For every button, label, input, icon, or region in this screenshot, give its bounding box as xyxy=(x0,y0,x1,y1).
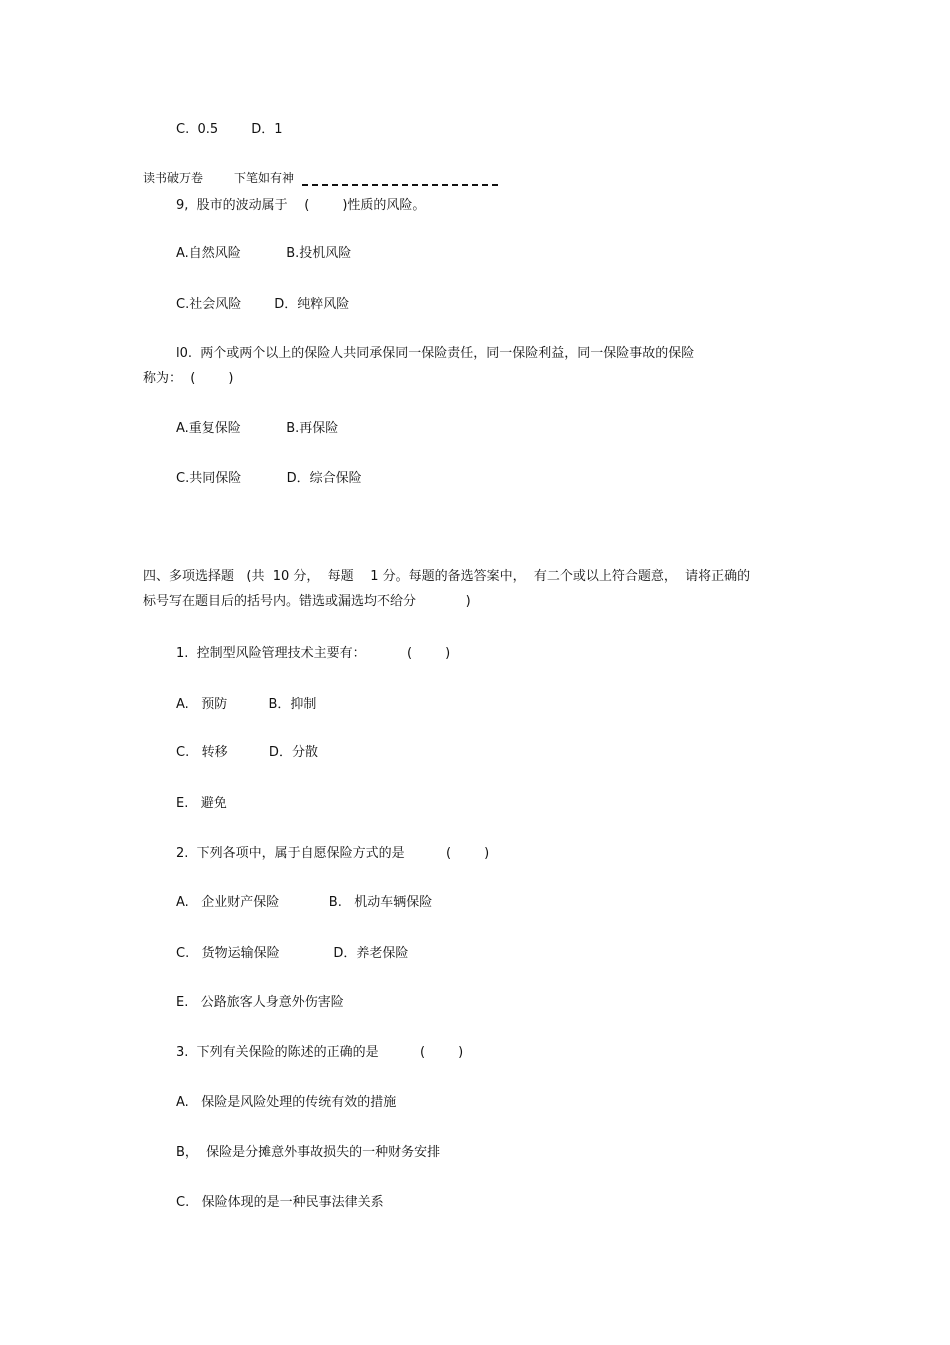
watermark-left: 读书破万卷 xyxy=(143,171,204,185)
mc-question-3-option-c: C. 保险体现的是一种民事法律关系 xyxy=(176,1195,384,1210)
question-10-options-ab: A.重复保险 B.再保险 xyxy=(176,421,339,436)
mc-question-1: 1. 控制型风险管理技术主要有： ( ) xyxy=(176,646,451,661)
question-9: 9, 股市的波动属于 ( )性质的风险。 xyxy=(176,198,426,213)
mc-question-1-options-ab: A. 预防 B．抑制 xyxy=(176,697,317,712)
top-options-line: C. 0.5 D．1 xyxy=(176,122,283,137)
mc-question-2-options-cd: C. 货物运输保险 D．养老保险 xyxy=(176,946,409,961)
mc-question-2: 2. 下列各项中，属于自愿保险方式的是 ( ) xyxy=(176,846,490,861)
question-10-line2: 称为： ( ) xyxy=(143,371,234,386)
mc-question-1-option-e: E. 避免 xyxy=(176,796,227,811)
mc-question-3-option-b: B， 保险是分摊意外事故损失的一种财务安排 xyxy=(176,1145,441,1160)
mc-question-2-option-e: E. 公路旅客人身意外伤害险 xyxy=(176,995,344,1010)
question-9-options-cd: C.社会风险 D．纯粹风险 xyxy=(176,297,350,312)
mc-question-2-options-ab: A. 企业财产保险 B. 机动车辆保险 xyxy=(176,895,433,910)
question-10-line1: l0. 两个或两个以上的保险人共同承保同一保险责任，同一保险利益，同一保险事故的保险 xyxy=(176,346,695,361)
watermark-right: 下笔如有神 xyxy=(234,171,295,185)
question-10-options-cd: C.共同保险 D．综合保险 xyxy=(176,471,362,486)
section4-header-line1: 四、多项选择题 (共 10 分， 每题 1 分。每题的备选答案中， 有二个或以上符合题意， 请将正确的 xyxy=(143,569,751,584)
mc-question-3-option-a: A. 保险是风险处理的传统有效的措施 xyxy=(176,1095,397,1110)
mc-question-3: 3. 下列有关保险的陈述的正确的是 ( ) xyxy=(176,1045,464,1060)
question-9-options-ab: A.自然风险 B.投机风险 xyxy=(176,246,352,261)
section4-header-line2: 标号写在题目后的括号内。错选或漏选均不给分 ) xyxy=(143,594,471,609)
mc-question-1-options-cd: C. 转移 D．分散 xyxy=(176,745,318,760)
watermark-dashed-line xyxy=(302,184,498,186)
